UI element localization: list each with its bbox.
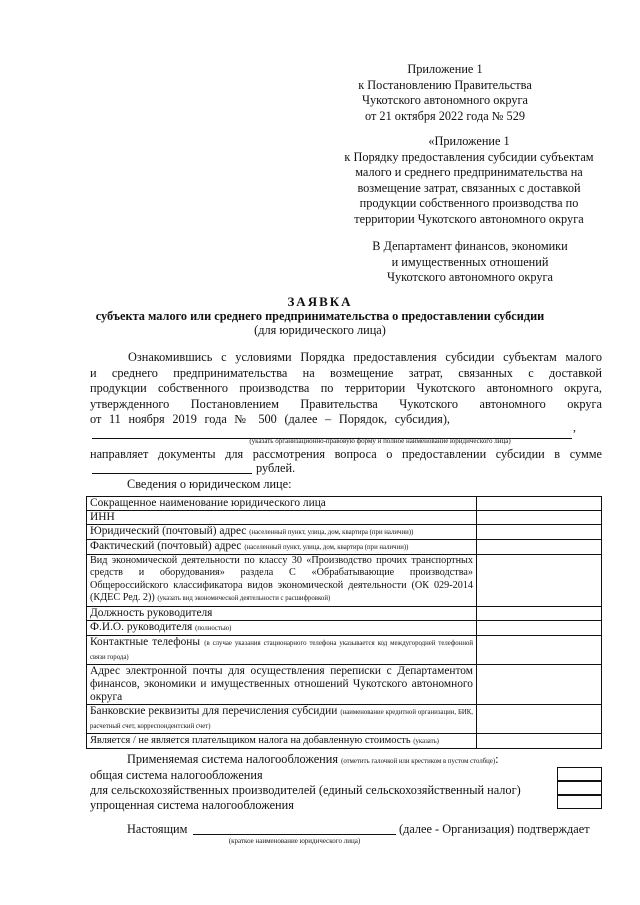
cell-text: Вид экономической деятельности по классу 30 «Производство прочих транспортных средств и оборудования» раздела С «Обрабатывающие производства» Общероссийского классификатора видов экономической деятельности (ОК 029-2014 (КДЕС Ред. 2))	[90, 555, 473, 604]
short-name-hint: (краткое наименование юридического лица)	[228, 837, 361, 845]
intro-line: от 11 ноября 2019 года № 500 (далее – Порядок, субсидия),	[90, 412, 450, 427]
row-inn-value[interactable]	[477, 511, 602, 525]
cell-text: Сокращенное наименование юридического лица	[90, 497, 326, 509]
addressee-line: В Департамент финансов, экономики	[372, 239, 568, 253]
row-email-value[interactable]	[477, 664, 602, 704]
table-row	[87, 540, 602, 555]
tax-checkbox-agricultural[interactable]	[557, 781, 602, 795]
row-position-label	[87, 606, 477, 620]
cell-note: (полностью)	[195, 624, 232, 632]
tax-heading-hint: (отметить галочкой или крестиком в пустом столбце)	[341, 758, 496, 765]
appendix-line: Чукотского автономного округа	[362, 93, 528, 108]
appendix-line: к Порядку предоставления субсидии субъектам	[344, 149, 594, 164]
footer-lead: Настоящим	[127, 822, 188, 836]
tax-option-agricultural: для сельскохозяйственных производителей (единый сельскохозяйственный налог)	[90, 783, 521, 797]
document-title: ЗАЯВКА	[287, 294, 353, 309]
appendix-line: продукции собственного производства по	[359, 196, 579, 211]
row-activity-label	[87, 555, 477, 607]
table-row	[87, 511, 602, 525]
row-position-value[interactable]	[477, 606, 602, 620]
addressee-line: и имущественных отношений	[391, 254, 549, 269]
addressee-block	[350, 239, 590, 286]
table-row	[87, 555, 602, 607]
intro-line: и среднего предпринимательства на возмещение затрат, связанных с доставкой	[90, 365, 602, 380]
row-activity-value[interactable]	[477, 555, 602, 607]
row-short-name-value[interactable]	[477, 497, 602, 511]
cell-text: Контактные телефоны	[90, 635, 201, 648]
appendix-line: малого и среднего предпринимательства на	[355, 165, 583, 180]
cell-text: Фактический (почтовый) адрес	[90, 540, 242, 552]
cell-note: (населенный пункт, улица, дом, квартира (при наличии))	[249, 529, 414, 536]
tax-heading: Применяемая система налогообложения (отметить галочкой или крестиком в пустом столбце):	[127, 752, 499, 766]
cell-text: Ф.И.О. руководителя	[90, 620, 193, 633]
org-name-comma: ,	[573, 420, 576, 434]
cell-note: (наименование кредитной организации, БИК, расчетный счет, корреспондентский счет)	[90, 708, 473, 730]
intro-paragraph	[90, 350, 602, 428]
rubles-label: рублей.	[256, 461, 296, 475]
row-inn-label	[87, 511, 477, 525]
footer-tail: (далее - Организация) подтверждает	[399, 822, 590, 836]
org-name-hint: (указать организационно-правовую форму и полное наименование юридического лица)	[249, 437, 511, 445]
cell-note: (указать)	[413, 737, 439, 745]
appendix-line: территории Чукотского автономного округа	[354, 211, 584, 226]
row-legal-address-label	[87, 525, 477, 540]
tax-option-simplified: упрощенная система налогообложения	[90, 798, 294, 812]
table-row	[87, 704, 602, 733]
info-heading: Сведения о юридическом лице:	[127, 477, 292, 491]
row-actual-address-label	[87, 540, 477, 555]
direct-line: направляет документы для рассмотрения вопроса о предоставлении субсидии в сумме	[90, 447, 602, 461]
appendix-line: «Приложение 1	[428, 134, 510, 148]
short-name-line[interactable]	[193, 834, 396, 835]
row-vat-label	[87, 733, 477, 748]
cell-text: Должность руководителя	[90, 606, 213, 619]
addressee-line: Чукотского автономного округа	[387, 270, 553, 285]
table-row	[87, 497, 602, 511]
org-info-table	[86, 496, 602, 749]
intro-line: Ознакомившись с условиями Порядка предоставления субсидии субъектам малого	[128, 350, 602, 364]
appendix-line: Приложение 1	[407, 62, 483, 76]
appendix-order-header	[330, 134, 608, 228]
cell-note: (населенный пункт, улица, дом, квартира (при наличии))	[244, 544, 409, 551]
row-director-value[interactable]	[477, 620, 602, 635]
row-bank-label	[87, 704, 477, 733]
row-bank-value[interactable]	[477, 704, 602, 733]
table-row	[87, 635, 602, 664]
appendix-header	[340, 62, 550, 124]
amount-line[interactable]	[92, 473, 252, 474]
cell-text: Банковские реквизиты для перечисления субсидии	[90, 704, 338, 717]
cell-note: (указать вид экономической деятельности с расшифровкой)	[157, 595, 331, 603]
table-row	[87, 620, 602, 635]
cell-text: ИНН	[90, 511, 115, 523]
cell-text: Юридический (почтовый) адрес	[90, 525, 247, 537]
intro-line: утвержденного Постановлением Правительства Чукотского автономного округа	[90, 396, 602, 411]
document-subtitle: субъекта малого или среднего предпринимательства о предоставлении субсидии	[95, 309, 545, 323]
table-row	[87, 733, 602, 748]
tax-checkbox-simplified[interactable]	[557, 795, 602, 809]
tax-checkbox-general[interactable]	[557, 767, 602, 781]
row-phones-label	[87, 635, 477, 664]
row-email-label	[87, 664, 477, 704]
appendix-line: от 21 октября 2022 года № 529	[364, 108, 525, 123]
table-row	[87, 606, 602, 620]
appendix-line: возмещение затрат, связанных с доставкой	[357, 180, 581, 195]
row-phones-value[interactable]	[477, 635, 602, 664]
row-actual-address-value[interactable]	[477, 540, 602, 555]
row-director-label	[87, 620, 477, 635]
tax-option-general: общая система налогообложения	[90, 768, 263, 782]
cell-text: Является / не является плательщиком налога на добавленную стоимость	[90, 734, 411, 746]
table-row	[87, 525, 602, 540]
row-legal-address-value[interactable]	[477, 525, 602, 540]
appendix-line: к Постановлению Правительства	[358, 77, 532, 92]
row-short-name-label	[87, 497, 477, 511]
tax-heading-text: Применяемая система налогообложения	[127, 752, 338, 766]
row-vat-value[interactable]	[477, 733, 602, 748]
cell-note: (в случае указания стационарного телефона указывается код междугородней телефонной связи города)	[90, 639, 473, 661]
document-subtitle-note: (для юридического лица)	[254, 323, 386, 337]
cell-text: Адрес электронной почты для осуществления переписки с Департаментом финансов, экономики и имущественных отношений Чукотского автономного округа	[90, 664, 473, 703]
intro-line: продукции собственного производства по территории Чукотского автономного округа,	[90, 381, 602, 396]
table-row	[87, 664, 602, 704]
